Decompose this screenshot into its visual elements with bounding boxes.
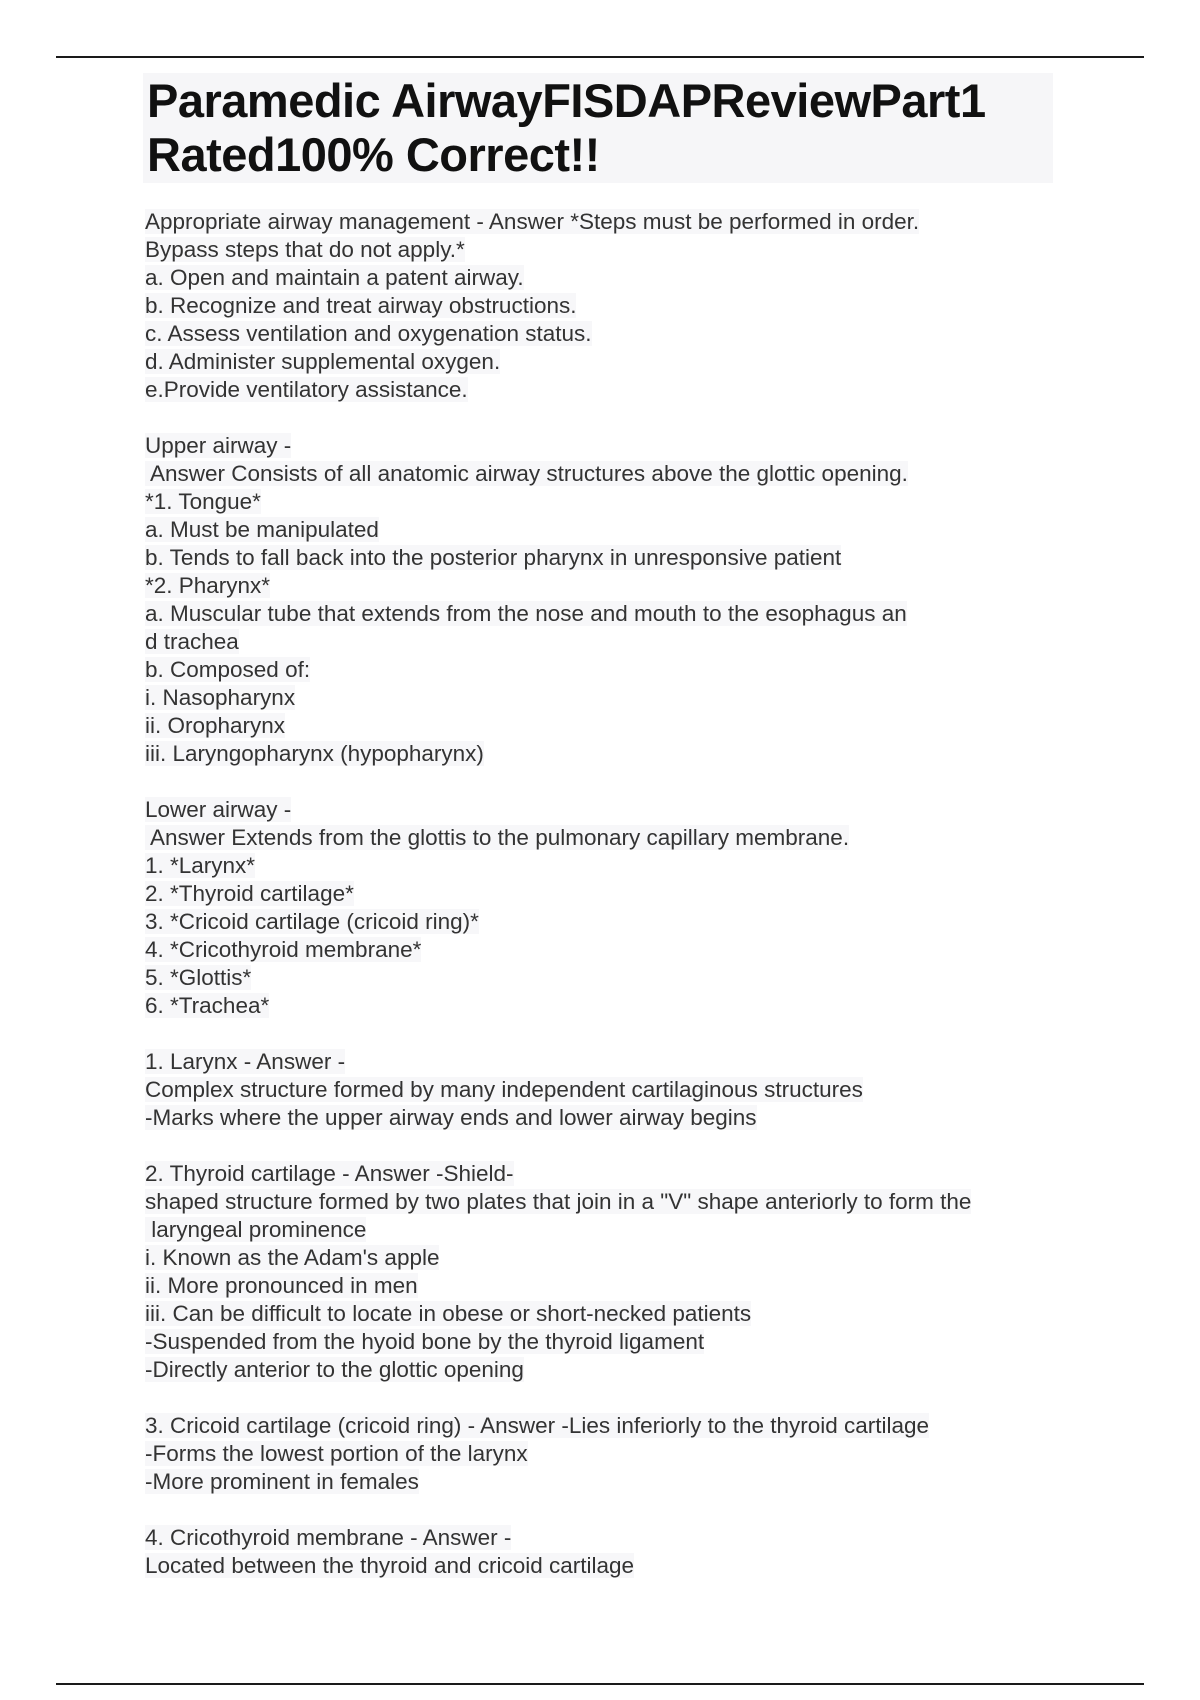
- qa-section: [145, 1048, 1045, 1132]
- document-body: [145, 208, 1045, 1608]
- text-line-content: e.Provide ventilatory assistance.: [145, 377, 468, 402]
- text-line-content: -Directly anterior to the glottic opening: [145, 1357, 524, 1382]
- text-line-content: -Suspended from the hyoid bone by the thyroid ligament: [145, 1329, 705, 1354]
- text-line: [145, 544, 1045, 572]
- text-line-content: 3. *Cricoid cartilage (cricoid ring)*: [145, 909, 479, 934]
- text-line: [145, 852, 1045, 880]
- text-line-content: b. Tends to fall back into the posterior pharynx in unresponsive patient: [145, 545, 842, 570]
- title-line-2: Rated100% Correct!!: [147, 128, 600, 181]
- text-line-content: d trachea: [145, 629, 239, 654]
- text-line-content: a. Muscular tube that extends from the nose and mouth to the esophagus an: [145, 601, 907, 626]
- text-line: [145, 964, 1045, 992]
- text-line-content: shaped structure formed by two plates that join in a "V" shape anteriorly to form the: [145, 1189, 972, 1214]
- text-line: [145, 1160, 1045, 1188]
- text-line-content: -Marks where the upper airway ends and lower airway begins: [145, 1105, 757, 1130]
- top-rule: [56, 56, 1144, 58]
- text-line-content: a. Open and maintain a patent airway.: [145, 265, 524, 290]
- text-line: [145, 1076, 1045, 1104]
- text-line: [145, 992, 1045, 1020]
- text-line-content: *2. Pharynx*: [145, 573, 271, 598]
- text-line: [145, 1048, 1045, 1076]
- text-line-content: Lower airway -: [145, 797, 292, 822]
- text-line: [145, 1104, 1045, 1132]
- text-line: [145, 936, 1045, 964]
- text-line: [145, 1188, 1045, 1216]
- text-line: [145, 628, 1045, 656]
- qa-section: [145, 1160, 1045, 1384]
- text-line: [145, 1272, 1045, 1300]
- text-line: [145, 320, 1045, 348]
- qa-section: [145, 1412, 1045, 1496]
- text-line-content: 1. *Larynx*: [145, 853, 256, 878]
- text-line: [145, 264, 1045, 292]
- text-line: [145, 824, 1045, 852]
- text-line-content: 2. *Thyroid cartilage*: [145, 881, 354, 906]
- text-line-content: Appropriate airway management - Answer *Steps must be performed in order.: [145, 209, 920, 234]
- text-line-content: laryngeal prominence: [145, 1217, 367, 1242]
- text-line: [145, 600, 1045, 628]
- text-line-content: i. Known as the Adam's apple: [145, 1245, 440, 1270]
- text-line-content: ii. Oropharynx: [145, 713, 286, 738]
- text-line-content: 2. Thyroid cartilage - Answer -Shield-: [145, 1161, 514, 1186]
- qa-section: [145, 796, 1045, 1020]
- text-line: [145, 880, 1045, 908]
- text-line: [145, 376, 1045, 404]
- qa-section: [145, 208, 1045, 404]
- text-line: [145, 1244, 1045, 1272]
- text-line: [145, 740, 1045, 768]
- document-title: [147, 74, 986, 182]
- text-line-content: *1. Tongue*: [145, 489, 261, 514]
- text-line-content: b. Composed of:: [145, 657, 311, 682]
- text-line-content: iii. Laryngopharynx (hypopharynx): [145, 741, 484, 766]
- text-line: [145, 908, 1045, 936]
- title-line-1: Paramedic AirwayFISDAPReviewPart1: [147, 74, 986, 127]
- text-line: [145, 1524, 1045, 1552]
- text-line: [145, 516, 1045, 544]
- text-line-content: Located between the thyroid and cricoid cartilage: [145, 1553, 635, 1578]
- text-line: [145, 236, 1045, 264]
- text-line: [145, 292, 1045, 320]
- text-line-content: 5. *Glottis*: [145, 965, 252, 990]
- text-line-content: 1. Larynx - Answer -: [145, 1049, 346, 1074]
- text-line-content: Upper airway -: [145, 433, 292, 458]
- text-line: [145, 1412, 1045, 1440]
- text-line: [145, 460, 1045, 488]
- text-line-content: Answer Consists of all anatomic airway structures above the glottic opening.: [145, 461, 908, 486]
- text-line-content: -Forms the lowest portion of the larynx: [145, 1441, 528, 1466]
- bottom-rule: [56, 1683, 1144, 1685]
- text-line-content: b. Recognize and treat airway obstructions.: [145, 293, 577, 318]
- text-line-content: Complex structure formed by many independent cartilaginous structures: [145, 1077, 863, 1102]
- text-line-content: 3. Cricoid cartilage (cricoid ring) - Answer -Lies inferiorly to the thyroid cartilage: [145, 1413, 930, 1438]
- text-line: [145, 656, 1045, 684]
- text-line: [145, 572, 1045, 600]
- text-line: [145, 488, 1045, 516]
- text-line-content: c. Assess ventilation and oxygenation status.: [145, 321, 592, 346]
- text-line-content: Answer Extends from the glottis to the pulmonary capillary membrane.: [145, 825, 850, 850]
- text-line: [145, 1300, 1045, 1328]
- text-line-content: Bypass steps that do not apply.*: [145, 237, 465, 262]
- text-line: [145, 712, 1045, 740]
- text-line-content: 4. *Cricothyroid membrane*: [145, 937, 422, 962]
- text-line: [145, 1356, 1045, 1384]
- text-line-content: d. Administer supplemental oxygen.: [145, 349, 501, 374]
- text-line: [145, 684, 1045, 712]
- text-line: [145, 1468, 1045, 1496]
- text-line: [145, 1216, 1045, 1244]
- text-line: [145, 1552, 1045, 1580]
- text-line: [145, 208, 1045, 236]
- text-line: [145, 348, 1045, 376]
- text-line: [145, 1440, 1045, 1468]
- text-line-content: 6. *Trachea*: [145, 993, 270, 1018]
- qa-section: [145, 432, 1045, 768]
- text-line-content: -More prominent in females: [145, 1469, 419, 1494]
- text-line-content: a. Must be manipulated: [145, 517, 379, 542]
- text-line: [145, 1328, 1045, 1356]
- text-line-content: i. Nasopharynx: [145, 685, 296, 710]
- qa-section: [145, 1524, 1045, 1580]
- text-line-content: ii. More pronounced in men: [145, 1273, 418, 1298]
- text-line: [145, 432, 1045, 460]
- text-line: [145, 796, 1045, 824]
- text-line-content: iii. Can be difficult to locate in obese or short-necked patients: [145, 1301, 752, 1326]
- text-line-content: 4. Cricothyroid membrane - Answer -: [145, 1525, 512, 1550]
